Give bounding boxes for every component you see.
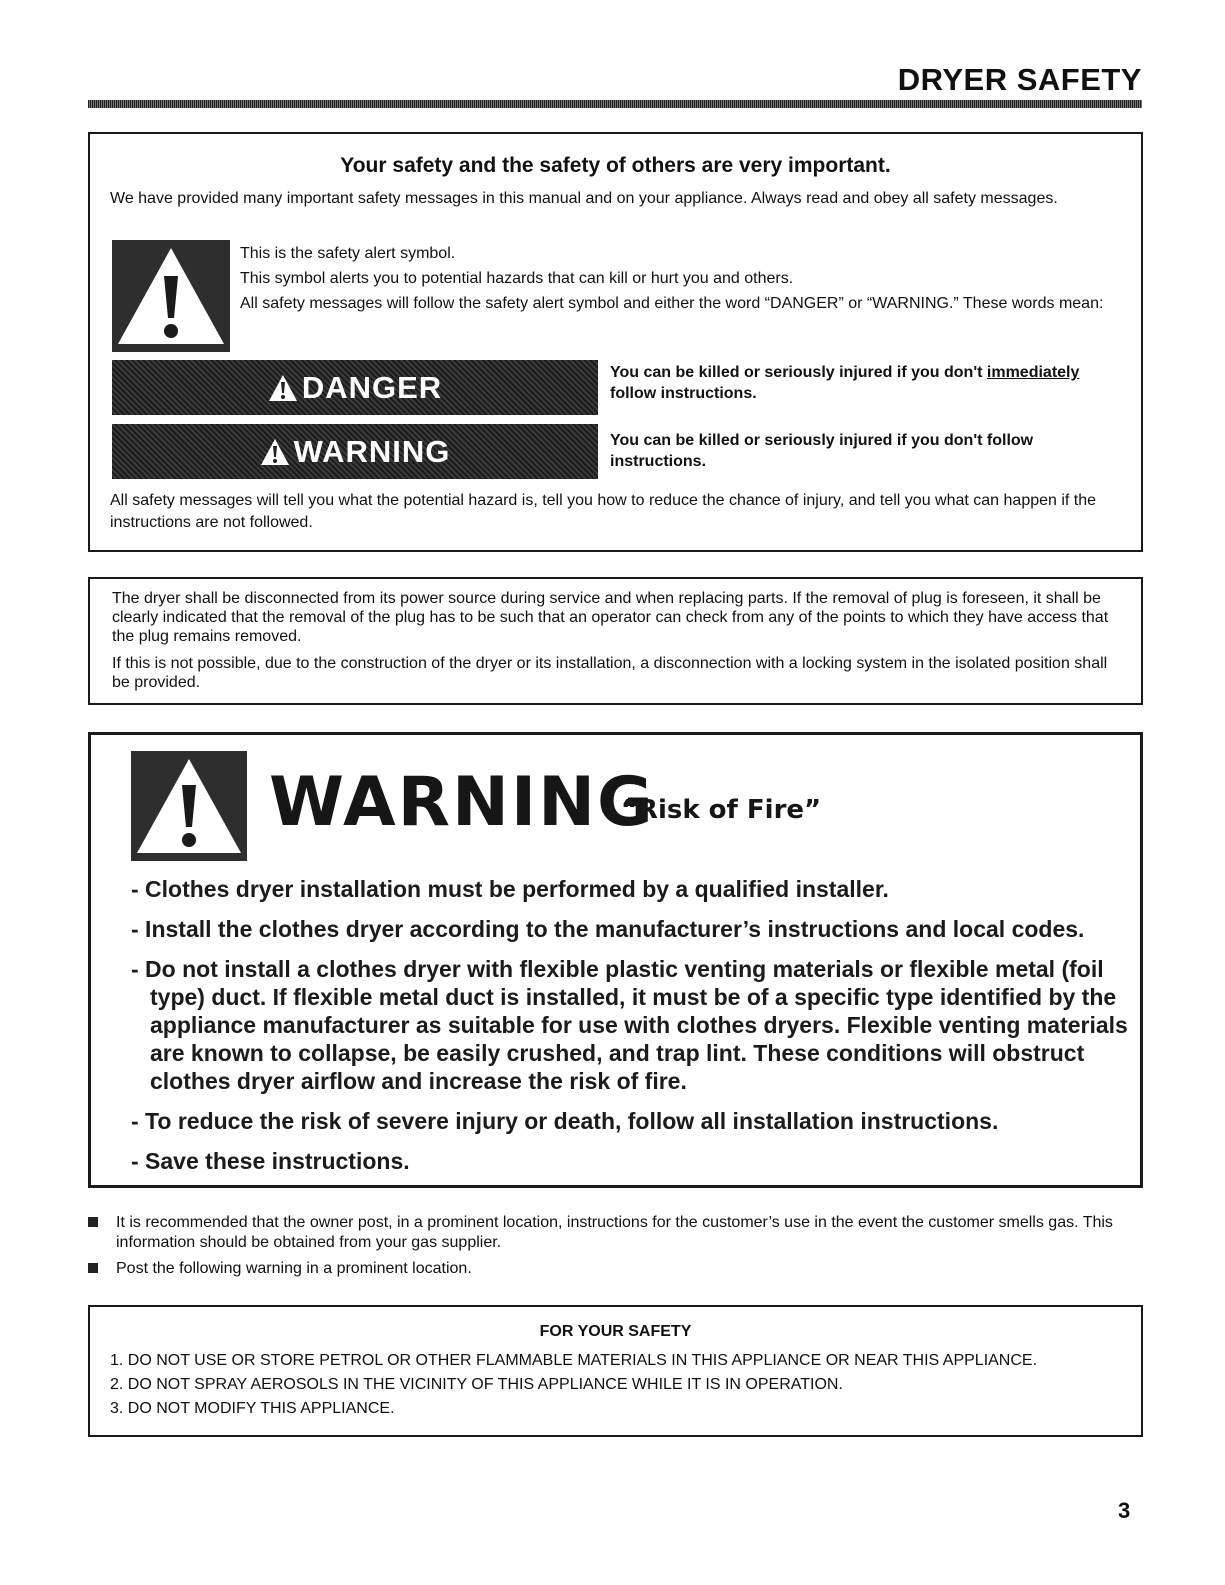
for-your-safety-box bbox=[88, 1305, 1143, 1437]
bullet-text: Post the following warning in a prominent location. bbox=[116, 1260, 472, 1277]
list-item: - Do not install a clothes dryer with flexible plastic venting materials or flexible metal (foil type) duct. If flexible metal duct is installed, it must be of a specific type identified by the appliance manufacturer as suitable for use with clothes dryers. Flexible venting materials are known to collapse, be easily crushed, and trap lint. These conditions will obstruct clothes dryer airflow and increase the risk of fire. bbox=[131, 956, 1128, 1094]
alert-triangle-icon bbox=[260, 438, 290, 466]
danger-signal-bar bbox=[112, 360, 598, 415]
fire-warning-subtitle: - “Risk of Fire” bbox=[601, 795, 822, 825]
list-item: 2. DO NOT SPRAY AEROSOLS IN THE VICINITY OF THIS APPLIANCE WHILE IT IS IN OPERATION. bbox=[110, 1376, 843, 1393]
symbol-line: All safety messages will follow the safety alert symbol and either the word “DANGER” or “WARNING.” These words mean: bbox=[240, 295, 1104, 312]
gas-bullet-list bbox=[88, 1213, 1118, 1285]
for-your-safety-heading: FOR YOUR SAFETY bbox=[539, 1323, 692, 1340]
safety-alert-icon bbox=[112, 240, 230, 352]
warning-label: WARNING bbox=[293, 433, 451, 469]
fire-warning-title: WARNING bbox=[269, 763, 655, 842]
disconnect-notice-box bbox=[88, 577, 1143, 705]
safety-intro-box bbox=[88, 132, 1143, 552]
list-item bbox=[88, 1259, 1118, 1279]
intro-heading: Your safety and the safety of others are very important. bbox=[340, 154, 891, 177]
list-item: - Save these instructions. bbox=[131, 1148, 410, 1174]
danger-desc-emphasis: immediately bbox=[986, 364, 1080, 381]
disconnect-text bbox=[112, 589, 1112, 700]
intro-text: We have provided many important safety messages in this manual and on your appliance. Always read and obey all safety messages. bbox=[110, 190, 1058, 207]
disconnect-paragraph: The dryer shall be disconnected from its power source during service and when replacing parts. If the removal of plug is foreseen, it shall be clearly indicated that the removal of the plug has to be such that an operator can check from any of the points to which they have access that the plug remains removed. bbox=[112, 590, 1109, 645]
bullet-square-icon bbox=[88, 1217, 98, 1227]
intro-closing: All safety messages will tell you what the potential hazard is, tell you how to reduce the chance of injury, and tell you what can happen if the instructions are not followed. bbox=[110, 492, 1097, 531]
list-item: - Install the clothes dryer according to the manufacturer’s instructions and local codes. bbox=[131, 916, 1085, 942]
danger-desc-prefix: You can be killed or seriously injured if you don't bbox=[610, 364, 987, 381]
warning-description: You can be killed or seriously injured if you don't follow instructions. bbox=[610, 432, 1034, 470]
for-your-safety-list bbox=[110, 1349, 1130, 1421]
bullet-square-icon bbox=[88, 1263, 98, 1273]
disconnect-paragraph: If this is not possible, due to the construction of the dryer or its installation, a disconnection with a locking system in the isolated position shall be provided. bbox=[112, 655, 1108, 691]
symbol-explanation bbox=[240, 242, 1120, 317]
bullet-text: It is recommended that the owner post, in a prominent location, instructions for the customer’s use in the event the customer smells gas. This information should be obtained from your gas supplier. bbox=[116, 1214, 1113, 1251]
list-item bbox=[88, 1213, 1118, 1253]
list-item: 1. DO NOT USE OR STORE PETROL OR OTHER FLAMMABLE MATERIALS IN THIS APPLIANCE OR NEAR THIS APPLIANCE. bbox=[110, 1352, 1038, 1369]
safety-alert-icon bbox=[131, 751, 247, 861]
warning-signal-bar bbox=[112, 424, 598, 479]
danger-desc-suffix: follow instructions. bbox=[610, 385, 757, 402]
page-title: DRYER SAFETY bbox=[897, 62, 1142, 97]
list-item: - Clothes dryer installation must be performed by a qualified installer. bbox=[131, 876, 889, 902]
alert-triangle-icon bbox=[268, 374, 298, 402]
symbol-line: This symbol alerts you to potential hazards that can kill or hurt you and others. bbox=[240, 270, 794, 287]
symbol-line: This is the safety alert symbol. bbox=[240, 245, 456, 262]
header-rule bbox=[88, 100, 1142, 108]
list-item: 3. DO NOT MODIFY THIS APPLIANCE. bbox=[110, 1400, 395, 1417]
fire-warning-box bbox=[88, 732, 1143, 1188]
page-number: 3 bbox=[1118, 1498, 1131, 1523]
danger-description bbox=[610, 362, 1130, 404]
fire-warning-list bbox=[131, 875, 1131, 1187]
danger-label: DANGER bbox=[301, 369, 443, 405]
list-item: - To reduce the risk of severe injury or death, follow all installation instructions. bbox=[131, 1108, 999, 1134]
